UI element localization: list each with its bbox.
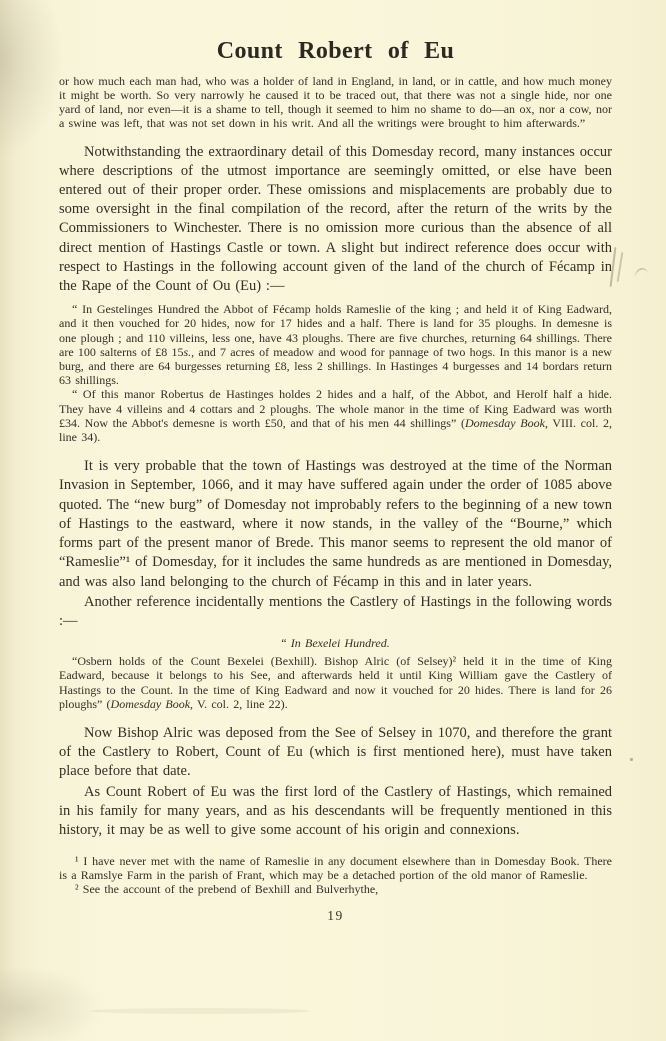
body-paragraph: Notwithstanding the extraordinary detail of this Domesday record, many instances occur where descriptions of the utmost importance are seemingly omitted, or else have been entered out of their proper order. These omissions and misplacements are probably due to some oversight in the final compilation of the record, after the return of the writs by the Commissioners to Winchester. There is no omission more curious than the absence of all direct mention of Hastings Castle or town. A slight but indirect reference does occur with respect to Hastings in the following account given of the land of the church of Fécamp in the Rape of the Count of Ou (Eu) :— (59, 143, 612, 295)
footnote: ² See the account of the prebend of Bexhill and Bulverhythe, (75, 881, 379, 896)
page-title: Count Robert of Eu (216, 38, 455, 64)
quote-block-paragraph: “ In Gestelinges Hundred the Abbot of Fécamp holds Rameslie of the king ; and held it of King Eadward, and it then vouched for 20 hides, now for 17 hides and a half. There is land for 35 ploughs. In demesne is one plough ; and 110 villeins, less one, have 43 ploughs. There are five churches, returning 64 shillings. There are 100 salterns of £8 15s., and 7 acres of meadow and wood for pannage of two hogs. In this manor is a new burg, and there are 64 burgesses returning £8, less 2 shillings. In Hastinges 4 burgesses and 14 bordars return 63 shillings. (59, 302, 612, 388)
footnotes (59, 855, 612, 897)
quote-heading: “ In Bexelei Hundred. (281, 636, 390, 651)
margin-pencil-mark (617, 252, 624, 282)
quote-block-paragraph: “Osbern holds of the Count Bexelei (Bexhill). Bishop Alric (of Selsey)² held it in the time of King Eadward, because it belongs to his See, and afterwards held it until King William gave the Castlery of Hastings to the Count. In the time of King Eadward and now it vouched for 20 hides. There is land for 26 ploughs” (Domesday Book, V. col. 2, line 22). (59, 654, 612, 711)
quote-block-paragraph: “ Of this manor Robertus de Hastinges holdes 2 hides and a half, of the Abbot, and Herolf half a hide. They have 4 villeins and 4 cottars and 2 ploughs. The whole manor in the time of King Eadward was worth £34. Now the Abbot's demesne is worth £50, and that of his men 44 shillings” (Domesday Book, VIII. col. 2, line 34). (59, 387, 613, 445)
body-paragraph: Another reference incidentally mentions the Castlery of Hastings in the following words :— (59, 593, 612, 629)
page-text-block (59, 0, 612, 924)
scan-smudge (90, 1008, 310, 1014)
margin-ink-dot (630, 758, 633, 761)
body-paragraph: It is very probable that the town of Hastings was destroyed at the time of the Norman Invasion in September, 1066, and it may have suffered again under the order of 1085 above quoted. The “new burg” of Domesday not improbably refers to the beginning of a new town of Hastings to the eastward, where it now stands, in the valley of the “Bourne,” which forms part of the present manor of Brede. This manor seems to represent the old manor of “Rameslie”¹ of Domesday, for it includes the same hundreds as are mentioned in Domesday, and was also land belonging to the church of Fécamp in this and in later years. (59, 458, 612, 590)
opening-quote-paragraph: or how much each man had, who was a holder of land in England, in land, or in cattle, and how much money it might be worth. So very narrowly he caused it to be traced out, that there was not a single hide, nor one yard of land, nor even—it is a shame to tell, though it seemed to him no shame to do—an ox, nor a cow, nor a swine was left, that was not set down in his writ. And all the writings were brought to him afterwards.” (59, 74, 612, 130)
body-paragraph: Now Bishop Alric was deposed from the See of Selsey in 1070, and therefore the grant of the Castlery to Robert, Count of Eu (which is first mentioned here), must have taken place before that date. (59, 724, 612, 780)
footnote: ¹ I have never met with the name of Rameslie in any document elsewhere than in Domesday Book. There is a Ramslye Farm in the parish of Frant, which may be a detached portion of the old manor of Rameslie. (59, 854, 612, 883)
body-paragraph: As Count Robert of Eu was the first lord of the Castlery of Hastings, which remained in his family for many years, and as his descendants will be frequently mentioned in this history, it may be as well to give some account of his origin and connexions. (59, 783, 612, 838)
page-number: 19 (327, 907, 344, 923)
margin-pencil-squiggle (633, 267, 649, 280)
page-body (59, 75, 612, 840)
